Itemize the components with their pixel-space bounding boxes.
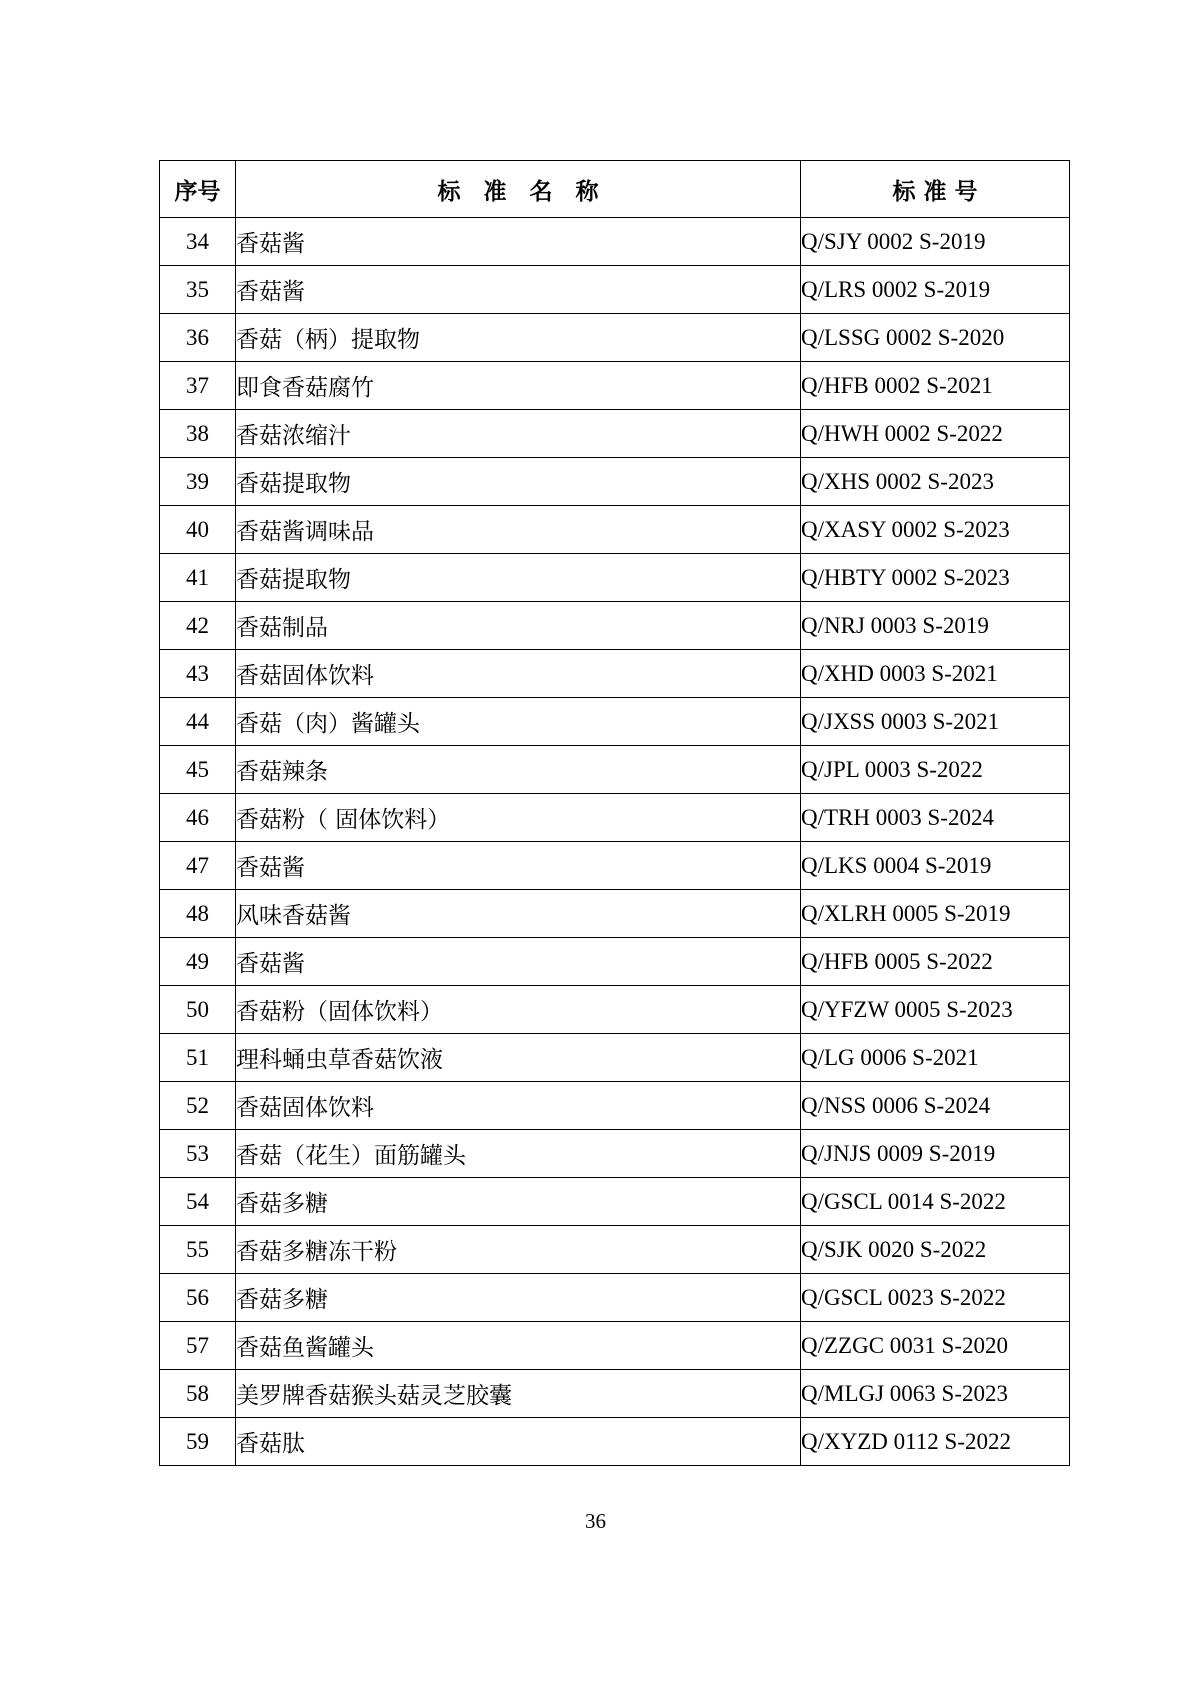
row-standard-name: 香菇粉（ 固体饮料） xyxy=(236,794,801,842)
table-row xyxy=(160,410,1070,458)
row-standard-name: 香菇鱼酱罐头 xyxy=(236,1322,801,1370)
table-row xyxy=(160,266,1070,314)
row-standard-name: 香菇酱 xyxy=(236,938,801,986)
row-number: 39 xyxy=(160,458,236,506)
table-row xyxy=(160,1226,1070,1274)
row-number: 53 xyxy=(160,1130,236,1178)
table-row xyxy=(160,698,1070,746)
table-row xyxy=(160,1034,1070,1082)
table-row xyxy=(160,554,1070,602)
table-header-row xyxy=(160,161,1070,218)
row-standard-name: 香菇酱 xyxy=(236,218,801,266)
row-number: 52 xyxy=(160,1082,236,1130)
row-standard-name: 香菇固体饮料 xyxy=(236,650,801,698)
table-row xyxy=(160,986,1070,1034)
row-number: 57 xyxy=(160,1322,236,1370)
row-standard-name: 风味香菇酱 xyxy=(236,890,801,938)
row-number: 41 xyxy=(160,554,236,602)
row-number: 36 xyxy=(160,314,236,362)
row-number: 51 xyxy=(160,1034,236,1082)
table-row xyxy=(160,1082,1070,1130)
row-standard-name: 美罗牌香菇猴头菇灵芝胶囊 xyxy=(236,1370,801,1418)
standards-table xyxy=(159,160,1070,1466)
row-standard-code: Q/NRJ 0003 S-2019 xyxy=(801,602,1070,650)
row-number: 49 xyxy=(160,938,236,986)
table-row xyxy=(160,746,1070,794)
row-standard-name: 理科蛹虫草香菇饮液 xyxy=(236,1034,801,1082)
row-standard-code: Q/NSS 0006 S-2024 xyxy=(801,1082,1070,1130)
row-standard-name: 香菇提取物 xyxy=(236,458,801,506)
row-number: 44 xyxy=(160,698,236,746)
row-standard-name: 香菇多糖 xyxy=(236,1178,801,1226)
table-row xyxy=(160,458,1070,506)
row-standard-name: 香菇浓缩汁 xyxy=(236,410,801,458)
row-standard-code: Q/GSCL 0014 S-2022 xyxy=(801,1178,1070,1226)
row-number: 47 xyxy=(160,842,236,890)
row-standard-name: 香菇固体饮料 xyxy=(236,1082,801,1130)
table-row xyxy=(160,938,1070,986)
row-number: 37 xyxy=(160,362,236,410)
row-standard-code: Q/HBTY 0002 S-2023 xyxy=(801,554,1070,602)
row-standard-name: 香菇（柄）提取物 xyxy=(236,314,801,362)
row-standard-code: Q/SJY 0002 S-2019 xyxy=(801,218,1070,266)
table-row xyxy=(160,218,1070,266)
row-standard-code: Q/LG 0006 S-2021 xyxy=(801,1034,1070,1082)
table-row xyxy=(160,650,1070,698)
row-number: 50 xyxy=(160,986,236,1034)
row-standard-code: Q/LRS 0002 S-2019 xyxy=(801,266,1070,314)
row-standard-name: 香菇（花生）面筋罐头 xyxy=(236,1130,801,1178)
row-number: 43 xyxy=(160,650,236,698)
row-standard-name: 香菇提取物 xyxy=(236,554,801,602)
row-standard-name: 香菇粉（固体饮料） xyxy=(236,986,801,1034)
table-row xyxy=(160,314,1070,362)
table-row xyxy=(160,1178,1070,1226)
row-number: 48 xyxy=(160,890,236,938)
row-standard-name: 即食香菇腐竹 xyxy=(236,362,801,410)
row-standard-name: 香菇酱 xyxy=(236,266,801,314)
table-row xyxy=(160,1418,1070,1466)
row-number: 55 xyxy=(160,1226,236,1274)
row-standard-code: Q/HWH 0002 S-2022 xyxy=(801,410,1070,458)
header-standard-name: 标 准 名 称 xyxy=(236,161,801,218)
row-standard-name: 香菇制品 xyxy=(236,602,801,650)
row-standard-code: Q/XHS 0002 S-2023 xyxy=(801,458,1070,506)
table-row xyxy=(160,1274,1070,1322)
table-row xyxy=(160,890,1070,938)
header-standard-code: 标 准 号 xyxy=(801,161,1070,218)
header-serial-number: 序号 xyxy=(160,161,236,218)
row-standard-code: Q/LSSG 0002 S-2020 xyxy=(801,314,1070,362)
row-standard-name: 香菇辣条 xyxy=(236,746,801,794)
row-standard-code: Q/HFB 0002 S-2021 xyxy=(801,362,1070,410)
row-number: 54 xyxy=(160,1178,236,1226)
row-number: 34 xyxy=(160,218,236,266)
table-row xyxy=(160,506,1070,554)
row-number: 46 xyxy=(160,794,236,842)
row-standard-code: Q/GSCL 0023 S-2022 xyxy=(801,1274,1070,1322)
page-number: 36 xyxy=(585,1509,606,1533)
row-standard-code: Q/XASY 0002 S-2023 xyxy=(801,506,1070,554)
row-number: 59 xyxy=(160,1418,236,1466)
table-row xyxy=(160,1130,1070,1178)
row-standard-name: 香菇肽 xyxy=(236,1418,801,1466)
row-standard-code: Q/TRH 0003 S-2024 xyxy=(801,794,1070,842)
table-row xyxy=(160,1322,1070,1370)
row-standard-code: Q/JNJS 0009 S-2019 xyxy=(801,1130,1070,1178)
table-row xyxy=(160,362,1070,410)
row-standard-code: Q/YFZW 0005 S-2023 xyxy=(801,986,1070,1034)
table-row xyxy=(160,1370,1070,1418)
row-number: 58 xyxy=(160,1370,236,1418)
row-standard-code: Q/LKS 0004 S-2019 xyxy=(801,842,1070,890)
row-standard-name: 香菇多糖冻干粉 xyxy=(236,1226,801,1274)
row-standard-name: 香菇酱 xyxy=(236,842,801,890)
row-number: 40 xyxy=(160,506,236,554)
row-standard-code: Q/SJK 0020 S-2022 xyxy=(801,1226,1070,1274)
row-number: 56 xyxy=(160,1274,236,1322)
row-number: 35 xyxy=(160,266,236,314)
row-standard-code: Q/XLRH 0005 S-2019 xyxy=(801,890,1070,938)
row-standard-name: 香菇酱调味品 xyxy=(236,506,801,554)
row-standard-code: Q/MLGJ 0063 S-2023 xyxy=(801,1370,1070,1418)
row-standard-code: Q/XYZD 0112 S-2022 xyxy=(801,1418,1070,1466)
row-standard-code: Q/HFB 0005 S-2022 xyxy=(801,938,1070,986)
table-row xyxy=(160,842,1070,890)
row-number: 45 xyxy=(160,746,236,794)
row-standard-code: Q/JPL 0003 S-2022 xyxy=(801,746,1070,794)
row-standard-name: 香菇多糖 xyxy=(236,1274,801,1322)
row-standard-name: 香菇（肉）酱罐头 xyxy=(236,698,801,746)
row-number: 42 xyxy=(160,602,236,650)
table-row xyxy=(160,602,1070,650)
row-standard-code: Q/ZZGC 0031 S-2020 xyxy=(801,1322,1070,1370)
row-number: 38 xyxy=(160,410,236,458)
table-row xyxy=(160,794,1070,842)
row-standard-code: Q/JXSS 0003 S-2021 xyxy=(801,698,1070,746)
row-standard-code: Q/XHD 0003 S-2021 xyxy=(801,650,1070,698)
